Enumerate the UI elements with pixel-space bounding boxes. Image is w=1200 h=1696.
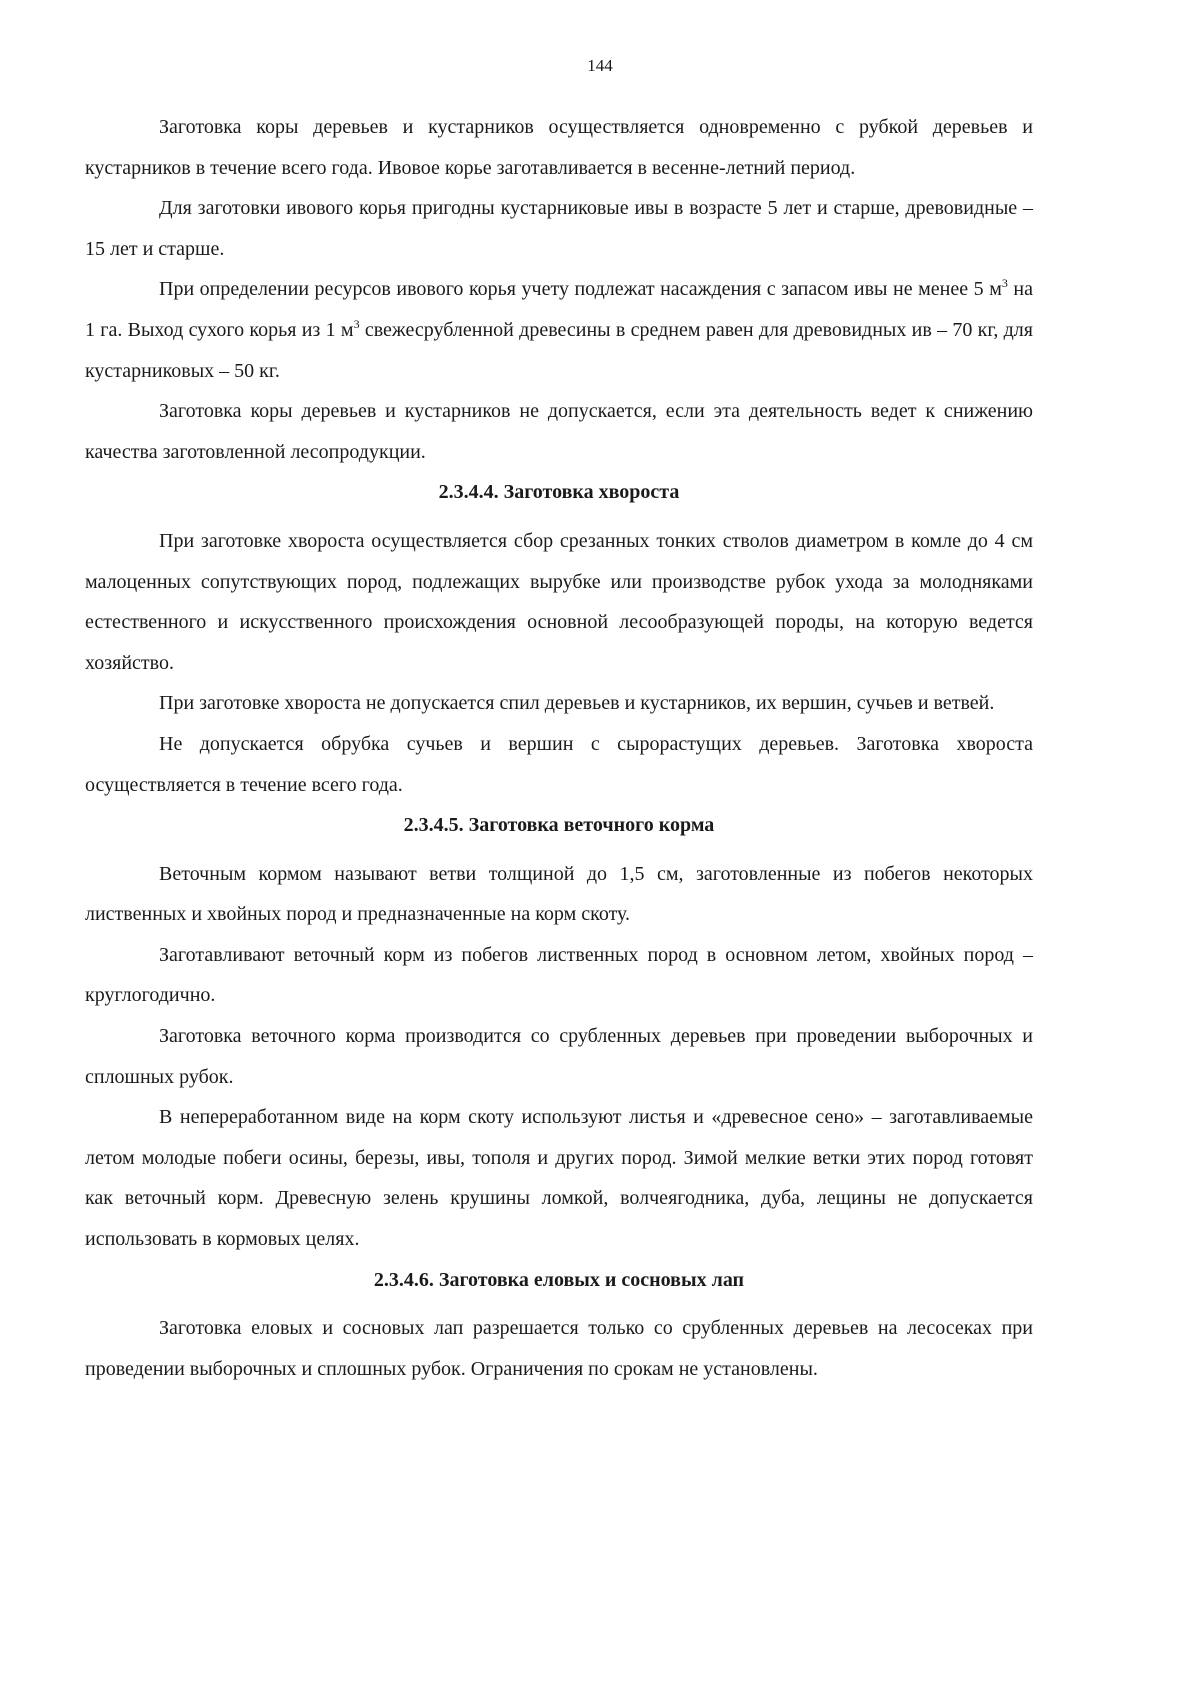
paragraph-branch-fodder-season: Заготавливают веточный корм из побегов лиственных пород в основном летом, хвойных пород – круглогодично.	[85, 943, 1033, 1007]
text-segment: на 1 га. Выход сухого корья из 1 м	[85, 278, 1033, 341]
paragraph-bark-restriction: Заготовка коры деревьев и кустарников не допускается, если эта деятельность ведет к снижению качества заготовленной лесопродукции.	[85, 400, 1033, 463]
paragraph-branch-fodder-source: Заготовка веточного корма производится со срубленных деревьев при проведении выборочных и сплошных рубок.	[85, 1025, 1033, 1088]
paragraph-willow-age: Для заготовки ивового корья пригодны кустарниковые ивы в возрасте 5 лет и старше, древовидные – 15 лет и старше.	[85, 197, 1033, 260]
paragraph-bark-harvest: Заготовка коры деревьев и кустарников осуществляется одновременно с рубкой деревьев и кустарников в течение всего года. Ивовое корье заготавливается в весенне-летний период.	[85, 116, 1033, 179]
section-heading-brushwood: 2.3.4.4. Заготовка хвороста	[438, 481, 680, 504]
paragraph-brushwood-restriction: При заготовке хвороста не допускается спил деревьев и кустарников, их вершин, сучьев и ветвей.	[159, 692, 995, 715]
paragraph-tree-hay: В непереработанном виде на корм скоту используют листья и «древесное сено» – заготавливаемые летом молодые побеги осины, березы, ивы, тополя и других пород. Зимой мелкие ветки этих пород готовят как веточный корм. Древесную зелень крушины ломкой, волчеягодника, дуба, лещины не допускается использовать в кормовых целях.	[85, 1106, 1033, 1251]
page-body	[85, 107, 1033, 1389]
superscript-3: 3	[1001, 276, 1008, 291]
section-heading-branch-fodder: 2.3.4.5. Заготовка веточного корма	[403, 814, 715, 837]
text-segment: свежесрубленной древесины в среднем равен для древовидных ив – 70 кг, для кустарниковых – 50 кг.	[85, 318, 1033, 382]
paragraph-willow-resources	[85, 269, 1033, 391]
paragraph-conifer-branches: Заготовка еловых и сосновых лап разрешается только со срубленных деревьев на лесосеках при проведении выборочных и сплошных рубок. Ограничения по срокам не установлены.	[85, 1317, 1033, 1380]
paragraph-brushwood-collection: При заготовке хвороста осуществляется сбор срезанных тонких стволов диаметром в комле до 4 см малоценных сопутствующих пород, подлежащих вырубке или производстве рубок ухода за молодняками естественного и искусственного происхождения основной лесообразующей породы, на которую ведется хозяйство.	[85, 529, 1033, 674]
page-number: 144	[587, 56, 613, 75]
superscript-3: 3	[353, 316, 360, 331]
paragraph-branch-fodder-definition: Веточным кормом называют ветви толщиной до 1,5 см, заготовленные из побегов некоторых лиственных и хвойных пород и предназначенные на корм скоту.	[85, 862, 1033, 926]
paragraph-brushwood-season: Не допускается обрубка сучьев и вершин с сырорастущих деревьев. Заготовка хвороста осуществляется в течение всего года.	[85, 732, 1033, 796]
text-segment: При определении ресурсов ивового корья учету подлежат насаждения с запасом ивы не менее 5 м	[159, 278, 1002, 301]
section-heading-conifer-branches: 2.3.4.6. Заготовка еловых и сосновых лап	[373, 1268, 745, 1291]
